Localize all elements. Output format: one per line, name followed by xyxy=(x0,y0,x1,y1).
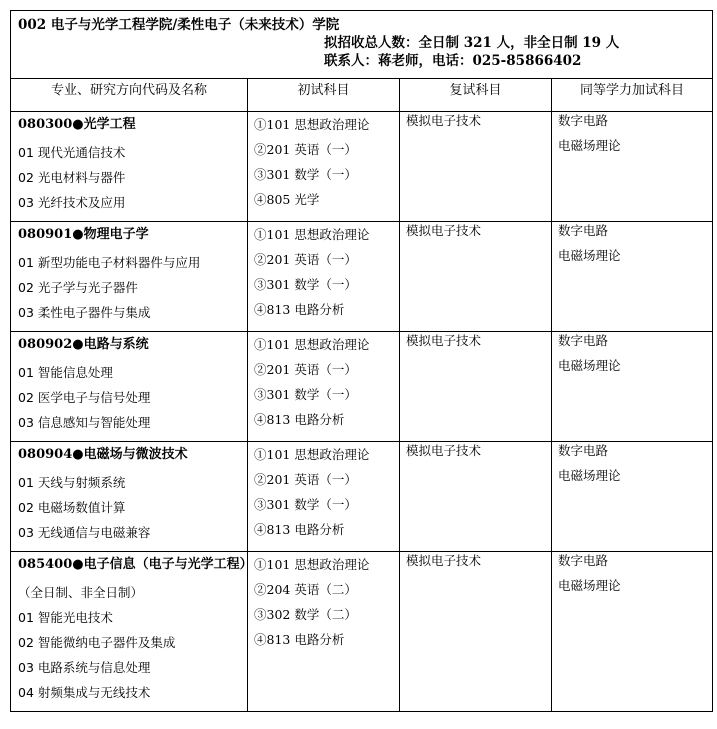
major-row xyxy=(11,332,713,442)
retest-subject: 模拟电子技术 xyxy=(406,553,482,568)
initial-exam-cell xyxy=(248,112,400,222)
exam-subject: ①101 思想政治理论 xyxy=(254,447,370,462)
major-title: 080904●电磁场与微波技术 xyxy=(18,447,188,462)
direction-item: 02 光子学与光子器件 xyxy=(18,280,138,295)
column-header-initial-exam: 初试科目 xyxy=(248,79,400,112)
direction-item: 02 医学电子与信号处理 xyxy=(18,390,151,405)
major-row xyxy=(11,222,713,332)
extra-subject: 电磁场理论 xyxy=(558,578,621,593)
study-mode-note: （全日制、非全日制） xyxy=(18,585,144,600)
exam-subject: ③302 数学（二） xyxy=(254,607,357,622)
direction-item: 01 智能信息处理 xyxy=(18,365,113,380)
direction-item: 01 天线与射频系统 xyxy=(18,475,126,490)
initial-exam-cell xyxy=(248,222,400,332)
exam-subject: ①101 思想政治理论 xyxy=(254,337,370,352)
extra-subject: 电磁场理论 xyxy=(558,248,621,263)
column-header-extra-exam: 同等学力加试科目 xyxy=(552,79,713,112)
retest-cell xyxy=(400,332,552,442)
admissions-table xyxy=(10,10,713,712)
major-row xyxy=(11,442,713,552)
extra-exam-cell xyxy=(552,442,713,552)
exam-subject: ④813 电路分析 xyxy=(254,522,345,537)
retest-cell xyxy=(400,442,552,552)
extra-exam-cell xyxy=(552,112,713,222)
major-title: 080902●电路与系统 xyxy=(18,337,149,352)
extra-exam-cell xyxy=(552,222,713,332)
retest-subject: 模拟电子技术 xyxy=(406,113,482,128)
initial-exam-cell xyxy=(248,332,400,442)
major-cell xyxy=(11,112,248,222)
major-cell xyxy=(11,442,248,552)
contact-info: 联系人：蒋老师，电话：025-85866402 xyxy=(324,53,582,69)
exam-subject: ③301 数学（一） xyxy=(254,387,357,402)
direction-item: 03 光纤技术及应用 xyxy=(18,195,126,210)
extra-subject: 数字电路 xyxy=(558,223,609,238)
major-title: 085400●电子信息（电子与光学工程） xyxy=(18,557,253,572)
major-title: 080901●物理电子学 xyxy=(18,227,149,242)
retest-subject: 模拟电子技术 xyxy=(406,443,482,458)
direction-item: 04 射频集成与无线技术 xyxy=(18,685,151,700)
major-row xyxy=(11,112,713,222)
extra-exam-cell xyxy=(552,332,713,442)
retest-subject: 模拟电子技术 xyxy=(406,333,482,348)
enrollment-count: 拟招收总人数：全日制 321 人，非全日制 19 人 xyxy=(324,35,620,51)
extra-subject: 电磁场理论 xyxy=(558,138,621,153)
direction-item: 01 智能光电技术 xyxy=(18,610,113,625)
direction-item: 02 光电材料与器件 xyxy=(18,170,126,185)
direction-item: 03 柔性电子器件与集成 xyxy=(18,305,151,320)
extra-exam-cell xyxy=(552,552,713,712)
exam-subject: ④813 电路分析 xyxy=(254,412,345,427)
extra-subject: 数字电路 xyxy=(558,553,609,568)
retest-subject: 模拟电子技术 xyxy=(406,223,482,238)
direction-item: 03 无线通信与电磁兼容 xyxy=(18,525,151,540)
column-header-retest: 复试科目 xyxy=(400,79,552,112)
exam-subject: ③301 数学（一） xyxy=(254,497,357,512)
direction-item: 02 电磁场数值计算 xyxy=(18,500,126,515)
column-header-major: 专业、研究方向代码及名称 xyxy=(11,79,248,112)
exam-subject: ③301 数学（一） xyxy=(254,167,357,182)
exam-subject: ②201 英语（一） xyxy=(254,142,357,157)
exam-subject: ④813 电路分析 xyxy=(254,632,345,647)
column-header-row xyxy=(11,79,713,112)
exam-subject: ①101 思想政治理论 xyxy=(254,227,370,242)
direction-item: 01 现代光通信技术 xyxy=(18,145,126,160)
extra-subject: 数字电路 xyxy=(558,113,609,128)
major-cell xyxy=(11,222,248,332)
exam-subject: ②201 英语（一） xyxy=(254,362,357,377)
exam-subject: ②201 英语（一） xyxy=(254,472,357,487)
extra-subject: 数字电路 xyxy=(558,333,609,348)
school-name: 002 电子与光学工程学院/柔性电子（未来技术）学院 xyxy=(18,17,340,33)
exam-subject: ④805 光学 xyxy=(254,192,320,207)
direction-item: 03 电路系统与信息处理 xyxy=(18,660,151,675)
exam-subject: ②204 英语（二） xyxy=(254,582,357,597)
retest-cell xyxy=(400,222,552,332)
major-row xyxy=(11,552,713,712)
exam-subject: ②201 英语（一） xyxy=(254,252,357,267)
direction-item: 01 新型功能电子材料器件与应用 xyxy=(18,255,201,270)
initial-exam-cell xyxy=(248,552,400,712)
initial-exam-cell xyxy=(248,442,400,552)
retest-cell xyxy=(400,112,552,222)
exam-subject: ①101 思想政治理论 xyxy=(254,117,370,132)
extra-subject: 电磁场理论 xyxy=(558,358,621,373)
retest-cell xyxy=(400,552,552,712)
major-cell xyxy=(11,332,248,442)
extra-subject: 电磁场理论 xyxy=(558,468,621,483)
extra-subject: 数字电路 xyxy=(558,443,609,458)
exam-subject: ④813 电路分析 xyxy=(254,302,345,317)
exam-subject: ③301 数学（一） xyxy=(254,277,357,292)
major-cell xyxy=(11,552,253,712)
direction-item: 03 信息感知与智能处理 xyxy=(18,415,151,430)
direction-item: 02 智能微纳电子器件及集成 xyxy=(18,635,176,650)
major-title: 080300●光学工程 xyxy=(18,117,136,132)
exam-subject: ①101 思想政治理论 xyxy=(254,557,370,572)
school-header xyxy=(11,11,713,79)
